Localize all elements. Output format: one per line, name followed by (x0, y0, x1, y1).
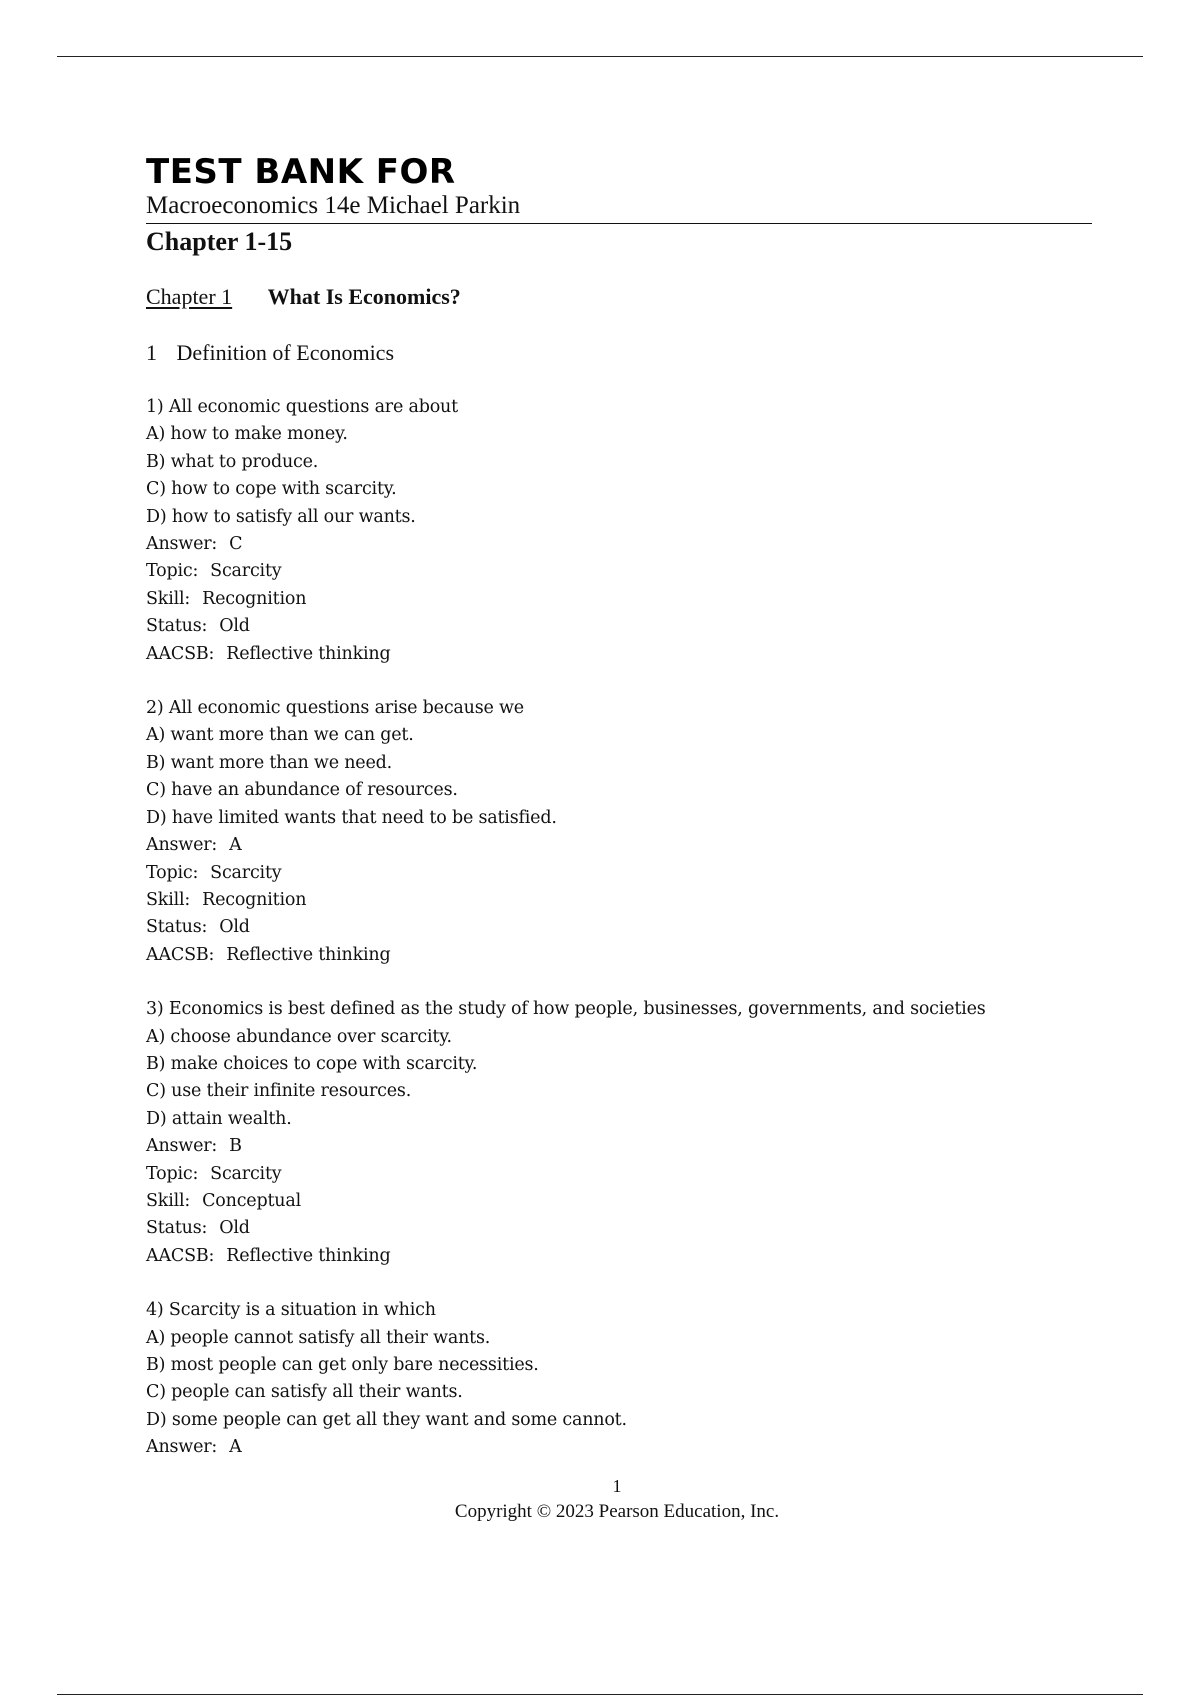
status-line (146, 914, 1092, 941)
top-rule (57, 56, 1143, 57)
aacsb-label: AACSB: (146, 643, 215, 664)
aacsb-label: AACSB: (146, 944, 215, 965)
option-c: C) have an abundance of resources. (146, 780, 458, 801)
option-d: D) attain wealth. (146, 1108, 292, 1129)
answer-value: B (229, 1136, 242, 1157)
option-a: A) people cannot satisfy all their wants. (146, 1327, 491, 1348)
book-title: Macroeconomics 14e Michael Parkin (146, 190, 1092, 224)
status-label: Status: (146, 917, 208, 938)
skill-value: Conceptual (202, 1190, 301, 1211)
section-heading (146, 338, 1092, 368)
question-item (146, 695, 1092, 969)
test-bank-title: TEST BANK FOR (146, 152, 456, 192)
option-c: C) people can satisfy all their wants. (146, 1382, 463, 1403)
answer-line (146, 1133, 1092, 1160)
chapter-label: Chapter 1 (146, 284, 233, 309)
answer-value: C (229, 534, 243, 555)
question-stem: 4) Scarcity is a situation in which (146, 1300, 436, 1321)
aacsb-label: AACSB: (146, 1245, 215, 1266)
option-b: B) most people can get only bare necessities. (146, 1355, 539, 1375)
skill-label: Skill: (146, 1190, 191, 1211)
aacsb-line (146, 641, 1092, 668)
topic-line (146, 558, 1092, 585)
answer-label: Answer: (146, 1437, 218, 1458)
chapter-range: Chapter 1-15 (146, 227, 293, 256)
answer-label: Answer: (146, 835, 218, 856)
option-c: C) use their infinite resources. (146, 1081, 412, 1102)
topic-label: Topic: (146, 561, 199, 582)
topic-value: Scarcity (210, 561, 282, 582)
document-page (146, 152, 1092, 1489)
topic-value: Scarcity (210, 1163, 282, 1184)
option-d: D) how to satisfy all our wants. (146, 506, 416, 527)
status-line (146, 613, 1092, 640)
status-value: Old (219, 917, 250, 938)
option-a: A) want more than we can get. (146, 725, 414, 746)
skill-value: Recognition (202, 588, 307, 609)
option-d: D) have limited wants that need to be satisfied. (146, 807, 557, 828)
skill-line (146, 887, 1092, 914)
topic-value: Scarcity (210, 862, 282, 883)
skill-label: Skill: (146, 889, 191, 910)
question-item (146, 1297, 1092, 1461)
skill-line (146, 586, 1092, 613)
option-b: B) what to produce. (146, 451, 319, 472)
topic-label: Topic: (146, 1163, 199, 1184)
question-list (146, 394, 1092, 1462)
option-d: D) some people can get all they want and some cannot. (146, 1409, 627, 1430)
topic-line (146, 860, 1092, 887)
option-a: A) choose abundance over scarcity. (146, 1026, 452, 1047)
answer-value: A (229, 835, 242, 856)
answer-label: Answer: (146, 1136, 218, 1157)
question-item (146, 394, 1092, 668)
status-label: Status: (146, 1218, 208, 1239)
answer-line (146, 832, 1092, 859)
chapter-name: What Is Economics? (267, 284, 461, 309)
copyright-notice: Copyright © 2023 Pearson Education, Inc. (454, 1501, 780, 1522)
option-b: B) want more than we need. (146, 752, 392, 773)
status-value: Old (219, 616, 250, 637)
answer-line (146, 531, 1092, 558)
answer-label: Answer: (146, 534, 218, 555)
question-stem: 2) All economic questions arise because we (146, 698, 524, 719)
status-label: Status: (146, 616, 208, 637)
aacsb-value: Reflective thinking (226, 643, 391, 664)
aacsb-line (146, 1243, 1092, 1270)
skill-value: Recognition (202, 889, 307, 910)
bottom-rule (57, 1694, 1143, 1695)
topic-label: Topic: (146, 862, 199, 883)
section-name: Definition of Economics (176, 340, 395, 365)
option-a: A) how to make money. (146, 424, 348, 445)
skill-label: Skill: (146, 588, 191, 609)
answer-value: A (229, 1437, 242, 1458)
aacsb-line (146, 942, 1092, 969)
status-value: Old (219, 1218, 250, 1239)
page-number: 1 (612, 1476, 622, 1496)
aacsb-value: Reflective thinking (226, 1245, 391, 1266)
answer-line (146, 1434, 1092, 1461)
option-b: B) make choices to cope with scarcity. (146, 1053, 478, 1074)
status-line (146, 1215, 1092, 1242)
aacsb-value: Reflective thinking (226, 944, 391, 965)
question-item (146, 996, 1092, 1270)
topic-line (146, 1161, 1092, 1188)
question-stem: 3) Economics is best defined as the study of how people, businesses, governments, and societies (146, 999, 986, 1020)
section-number: 1 (146, 340, 157, 365)
skill-line (146, 1188, 1092, 1215)
question-stem: 1) All economic questions are about (146, 397, 458, 417)
chapter-heading (146, 282, 1092, 312)
option-c: C) how to cope with scarcity. (146, 479, 397, 500)
